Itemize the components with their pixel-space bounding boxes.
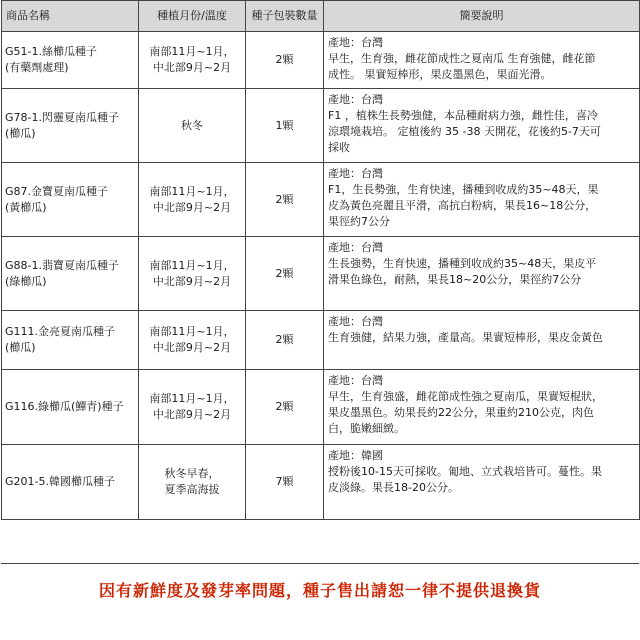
planting-months-cell-line: 中北部9月~2月	[152, 408, 232, 421]
planting-months-cell-line: 中北部9月~2月	[152, 274, 232, 288]
planting-months-cell	[139, 89, 246, 163]
table-row	[2, 445, 640, 520]
no-return-notice: 因有新鮮度及發芽率問題，種子售出請恕一律不提供退換貨	[98, 581, 541, 600]
planting-months-cell	[139, 237, 246, 311]
description-cell-line: 早生，生育強盛，雌花節成性強之夏南瓜，果實短棍狀，	[328, 390, 603, 403]
table-row	[2, 311, 640, 370]
product-name-cell-line: G111.金亮夏南瓜種子	[5, 325, 116, 338]
product-name-cell	[2, 89, 139, 163]
product-name-cell-line: (綠櫛瓜)	[5, 274, 47, 288]
product-name-cell	[2, 370, 139, 445]
description-cell-line: 產地：台灣	[328, 241, 383, 254]
planting-months-cell-line: 南部11月~1月，	[149, 325, 235, 338]
description-cell-line: 產地：台灣	[328, 36, 383, 49]
planting-months-cell-line: 中北部9月~2月	[152, 200, 232, 214]
table-row	[2, 32, 640, 89]
product-name-cell-line: (櫛瓜)	[5, 126, 36, 140]
planting-months-cell-line: 中北部9月~2月	[152, 61, 232, 74]
planting-months-cell	[139, 32, 246, 89]
description-cell	[324, 163, 640, 237]
description-cell-line: 授粉後10-15天可採收。匍地、立式栽培皆可。蔓性。果	[328, 465, 602, 478]
header-package-qty: 種子包裝數量	[246, 1, 324, 32]
package-qty-cell: 7顆	[246, 445, 324, 520]
planting-months-cell-line: 中北部9月~2月	[152, 341, 232, 354]
product-name-cell	[2, 237, 139, 311]
description-cell-line: 皮為黃色亮麗且平滑，高抗白粉病，果長16~18公分，	[328, 199, 597, 212]
planting-months-cell-line: 秋冬早春，	[164, 467, 220, 480]
product-name-cell-line: G78-1.閃靈夏南瓜種子	[5, 110, 119, 124]
description-cell-line: 皮淡綠。果長18-20公分。	[328, 481, 459, 494]
product-name-cell-line: G87.金寶夏南瓜種子	[5, 184, 109, 198]
planting-months-cell-line: 南部11月~1月，	[149, 184, 235, 198]
product-name-cell-line: (櫛瓜)	[5, 341, 36, 354]
planting-months-cell	[139, 370, 246, 445]
product-name-cell-line: (黃櫛瓜)	[5, 200, 47, 214]
description-cell-line: 產地：台灣	[328, 93, 383, 106]
description-cell-line: 產地：台灣	[328, 167, 383, 180]
table-bottom-rule	[1, 563, 639, 564]
package-qty-cell: 2顆	[246, 237, 324, 311]
description-cell-line: 生長強勢，生育快速，播種到收成約35~48天，果皮平	[328, 257, 597, 270]
table-header-row	[2, 1, 640, 32]
description-cell	[324, 445, 640, 520]
table-row	[2, 237, 640, 311]
description-cell	[324, 237, 640, 311]
description-cell-line: 產地：台灣	[328, 315, 383, 328]
description-cell-line: 滑果色綠色，耐熱，果長18~20公分，果徑約7公分	[328, 273, 582, 286]
planting-months-cell	[139, 163, 246, 237]
table-row	[2, 370, 640, 445]
planting-months-cell-line: 南部11月~1月，	[149, 45, 235, 58]
description-cell-line: 涼環境栽培。 定植後約 35 -38 天開花，花後約5-7天可	[328, 125, 601, 138]
planting-months-cell-line: 夏季高海拔	[164, 483, 220, 496]
header-product-name: 商品名稱	[2, 1, 139, 32]
header-planting-months: 種植月份/溫度	[139, 1, 246, 32]
description-cell-line: 白，脆嫩細緻。	[328, 422, 405, 435]
planting-months-cell-line: 南部11月~1月，	[149, 258, 235, 272]
package-qty-cell: 1顆	[246, 89, 324, 163]
description-cell	[324, 89, 640, 163]
package-qty-cell: 2顆	[246, 163, 324, 237]
product-name-cell	[2, 163, 139, 237]
description-cell-line: 採收	[328, 141, 350, 154]
description-cell-line: 果徑約7公分	[328, 215, 390, 228]
description-cell-line: F1，生長勢強，生育快速，播種到收成約35~48天，果	[328, 183, 599, 196]
description-cell	[324, 370, 640, 445]
description-cell-line: F1 ，植株生長勢強健，本品種耐病力強，雌性佳，喜冷	[328, 109, 598, 122]
planting-months-cell	[139, 311, 246, 370]
product-name-cell-line: G51-1.絲櫛瓜種子	[5, 45, 97, 58]
product-name-cell-line: G201-5.韓國櫛瓜種子	[5, 475, 115, 488]
description-cell	[324, 32, 640, 89]
product-name-cell-line: (有藥劑處理)	[5, 61, 69, 74]
product-name-cell	[2, 311, 139, 370]
description-cell-line: 果皮墨黑色。幼果長約22公分，果重約210公克，肉色	[328, 406, 594, 419]
description-cell-line: 產地：台灣	[328, 374, 383, 387]
table-body	[2, 32, 640, 520]
planting-months-cell-line: 南部11月~1月，	[149, 392, 235, 405]
description-cell	[324, 311, 640, 370]
package-qty-cell: 2顆	[246, 32, 324, 89]
product-name-cell	[2, 32, 139, 89]
package-qty-cell: 2顆	[246, 311, 324, 370]
product-name-cell-line: G116.綠櫛瓜(鱓青)種子	[5, 400, 124, 413]
description-cell-line: 生育強健，結果力強，產量高。果實短棒形，果皮金黃色	[328, 331, 603, 344]
package-qty-cell: 2顆	[246, 370, 324, 445]
description-cell-line: 產地：韓國	[328, 449, 383, 462]
description-cell-line: 成性。 果實短棒形，果皮墨黑色，果面光滑。	[328, 68, 552, 81]
table-row	[2, 89, 640, 163]
product-name-cell	[2, 445, 139, 520]
planting-months-cell	[139, 445, 246, 520]
product-name-cell-line: G88-1.翡寶夏南瓜種子	[5, 258, 119, 272]
planting-months-cell-line: 秋冬	[181, 118, 203, 132]
seed-product-table	[1, 0, 640, 520]
table-row	[2, 163, 640, 237]
header-description: 簡要說明	[324, 1, 640, 32]
description-cell-line: 早生，生育強，雌花節成性之夏南瓜 生育強健，雌花節	[328, 52, 596, 65]
